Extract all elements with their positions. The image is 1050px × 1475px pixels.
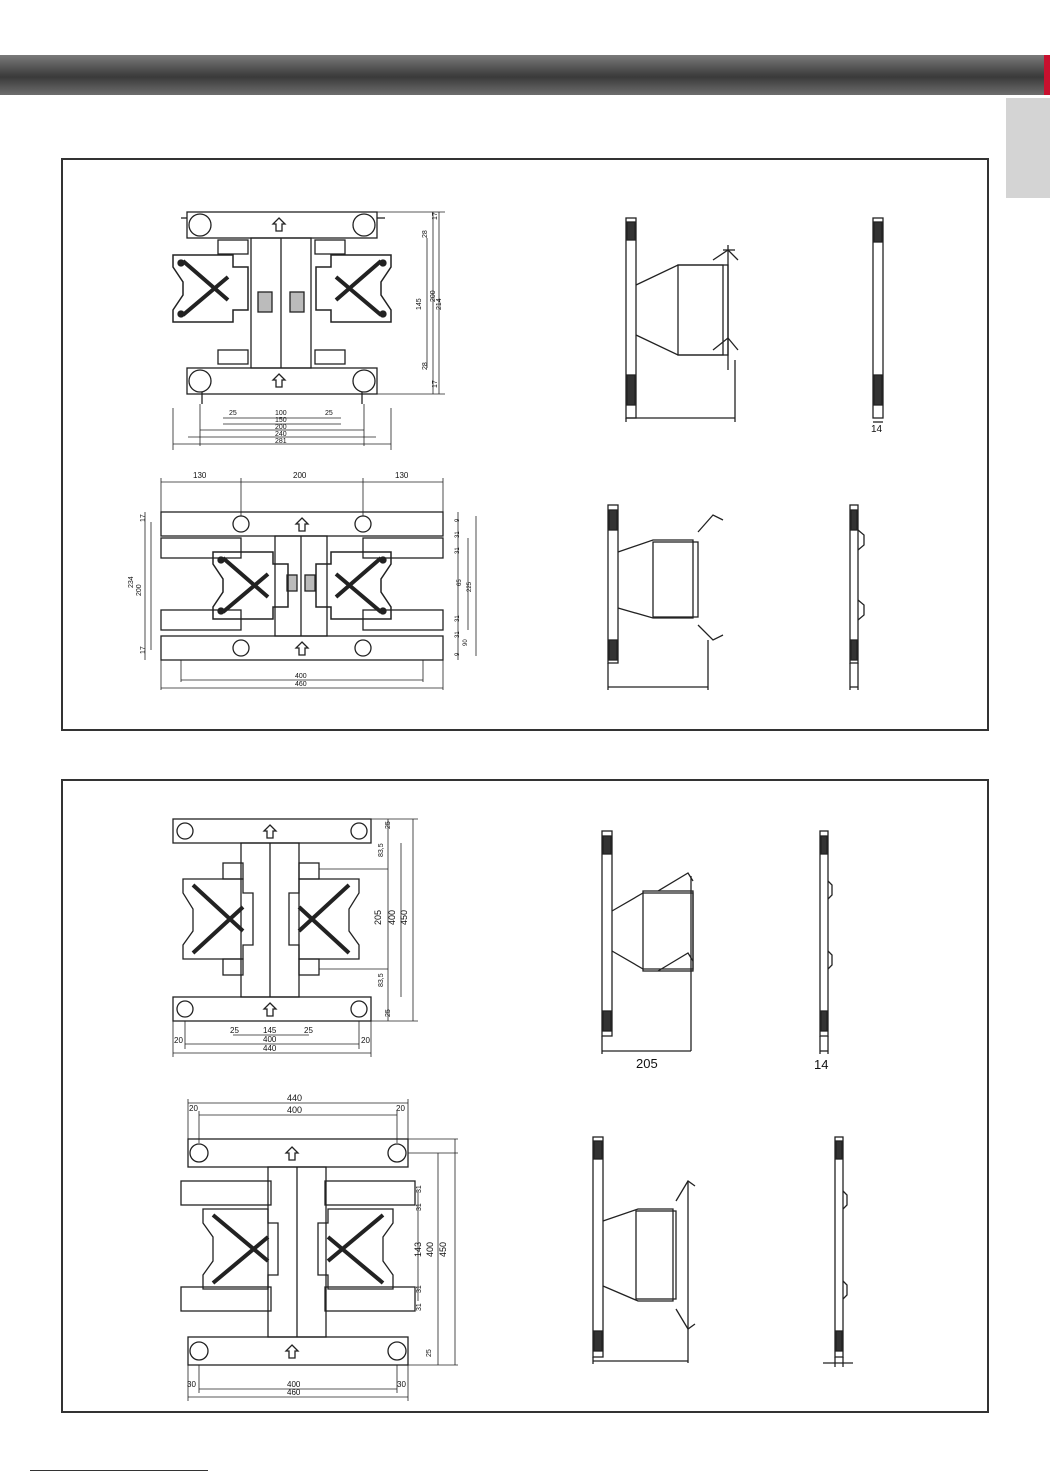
- fig2-dim-right-5: 31: [455, 615, 461, 622]
- fig4-dim-v-7: 25: [426, 1349, 433, 1357]
- fig2-dim-right-0: 9: [455, 518, 461, 522]
- fig3-dim-v-1: 83,5: [378, 843, 385, 857]
- fig4-dim-top-1: 20: [189, 1104, 198, 1113]
- fig2-edge-view: [850, 505, 864, 690]
- fig2-dim-right-7: 90: [463, 639, 469, 646]
- fig1-edge-view: [873, 218, 883, 422]
- fig1-dim-v-1: 28: [422, 230, 429, 238]
- fig3-dim-h-3: 20: [174, 1036, 183, 1045]
- fig2-dim-bottom-1: 460: [295, 681, 307, 688]
- fig3-dim-v-2: 205: [373, 909, 383, 925]
- fig4-dim-top-3: 20: [396, 1104, 405, 1113]
- fig2-dim-bottom-0: 400: [295, 673, 307, 680]
- fig4-dim-top-2: 400: [287, 1105, 303, 1115]
- fig1-dim-h-2: 25: [325, 410, 333, 417]
- header-bar: [0, 55, 1050, 95]
- fig4-dim-v-6: 31: [416, 1303, 423, 1311]
- fig4-dim-v-3: 400: [425, 1241, 435, 1257]
- fig3-dim-h-4: 400: [263, 1035, 277, 1044]
- section-tab: [1006, 98, 1050, 198]
- fig4-front-view: [181, 1139, 415, 1365]
- fig1-dim-h-4: 200: [275, 424, 287, 431]
- fig2-dim-right-6: 31: [455, 631, 461, 638]
- fig3-dim-v-5: 83,5: [378, 973, 385, 987]
- fig4-dim-h-0: 30: [187, 1380, 196, 1389]
- fig3-edge-view: [820, 831, 832, 1054]
- fig1-horizontal-labels: [229, 410, 333, 445]
- fig1-depth-label: 14: [871, 424, 883, 435]
- fig1-dim-h-0: 25: [229, 410, 237, 417]
- fig3-dim-h-5: 20: [361, 1036, 370, 1045]
- fig2-dim-right-1: 31: [455, 531, 461, 538]
- fig3-vertical-labels: [373, 821, 409, 1017]
- fig3-side-view: [602, 831, 693, 1054]
- fig1-dim-h-1: 100: [275, 410, 287, 417]
- fig2-dim-top-1: 200: [293, 471, 307, 480]
- fig3-depth-label: 14: [814, 1057, 829, 1072]
- fig2-dim-left-3: 17: [140, 646, 147, 654]
- fig1-dim-h-6: 281: [275, 438, 287, 445]
- fig4-edge-view: [823, 1137, 853, 1367]
- fig4-dim-h-3: 460: [287, 1388, 301, 1397]
- top-drawings: [63, 160, 987, 729]
- fig4-top-labels: [189, 1093, 405, 1115]
- fig3-dim-v-4: 450: [399, 909, 409, 925]
- top-drawing-panel: [61, 158, 989, 731]
- fig3-dim-v-3: 400: [387, 909, 397, 925]
- fig3-dim-v-0: 25: [385, 821, 392, 829]
- fig4-dim-v-5: 31: [416, 1285, 423, 1293]
- fig4-dim-v-2: 143: [413, 1241, 423, 1257]
- fig4-dim-top-0: 440: [287, 1093, 303, 1103]
- fig4-dim-h-2: 30: [397, 1380, 406, 1389]
- fig4-dim-v-4: 450: [438, 1241, 448, 1257]
- fig3-front-view: [173, 819, 371, 1021]
- fig2-dim-right-3: 65: [457, 579, 463, 586]
- fig2-dim-right-2: 31: [455, 547, 461, 554]
- fig2-dim-right-4: 225: [467, 581, 473, 592]
- fig4-side-view: [593, 1137, 695, 1364]
- fig1-dim-h-3: 150: [275, 417, 287, 424]
- fig4-dim-v-0: 31: [416, 1185, 423, 1193]
- footer-rule: [30, 1470, 208, 1471]
- fig4-dim-v-1: 31: [416, 1203, 423, 1211]
- fig1-dim-v-6: 17: [432, 380, 439, 388]
- fig2-dim-left-0: 17: [140, 514, 147, 522]
- fig1-dim-h-5: 240: [275, 431, 287, 438]
- fig2-dim-top-2: 130: [395, 471, 409, 480]
- fig2-dim-left-1: 234: [128, 576, 135, 588]
- fig3-dim-h-1: 145: [263, 1026, 277, 1035]
- bottom-drawing-panel: [61, 779, 989, 1413]
- fig1-dim-v-2: 145: [416, 298, 423, 310]
- fig2-side-view: [608, 505, 723, 690]
- fig1-dim-v-4: 214: [436, 298, 443, 310]
- fig1-dim-v-3: 200: [430, 290, 437, 302]
- fig1-dim-v-0: 17: [432, 212, 439, 220]
- fig1-side-view: [626, 218, 738, 422]
- fig3-dim-h-6: 440: [263, 1044, 277, 1053]
- fig1-front-view: [173, 212, 391, 404]
- fig3-dim-h-0: 25: [230, 1026, 239, 1035]
- bottom-drawings: [63, 781, 987, 1411]
- fig3-side-width-label: 205: [636, 1056, 658, 1071]
- fig3-dim-h-2: 25: [304, 1026, 313, 1035]
- fig2-dim-top-0: 130: [193, 471, 207, 480]
- fig2-top-labels: [193, 471, 409, 480]
- fig1-dim-v-5: 28: [422, 362, 429, 370]
- fig3-dim-v-6: 25: [385, 1009, 392, 1017]
- fig2-left-labels: [128, 514, 147, 654]
- fig3-horizontal-labels: [174, 1026, 370, 1053]
- header-accent: [1044, 55, 1050, 95]
- fig4-dim-h-1: 400: [287, 1380, 301, 1389]
- fig4-bottom-labels: [187, 1380, 406, 1397]
- fig1-dimensions: [173, 212, 445, 450]
- fig2-dim-left-2: 200: [136, 584, 143, 596]
- fig2-dim-right-8: 9: [455, 652, 461, 656]
- fig2-front-view: [161, 512, 443, 660]
